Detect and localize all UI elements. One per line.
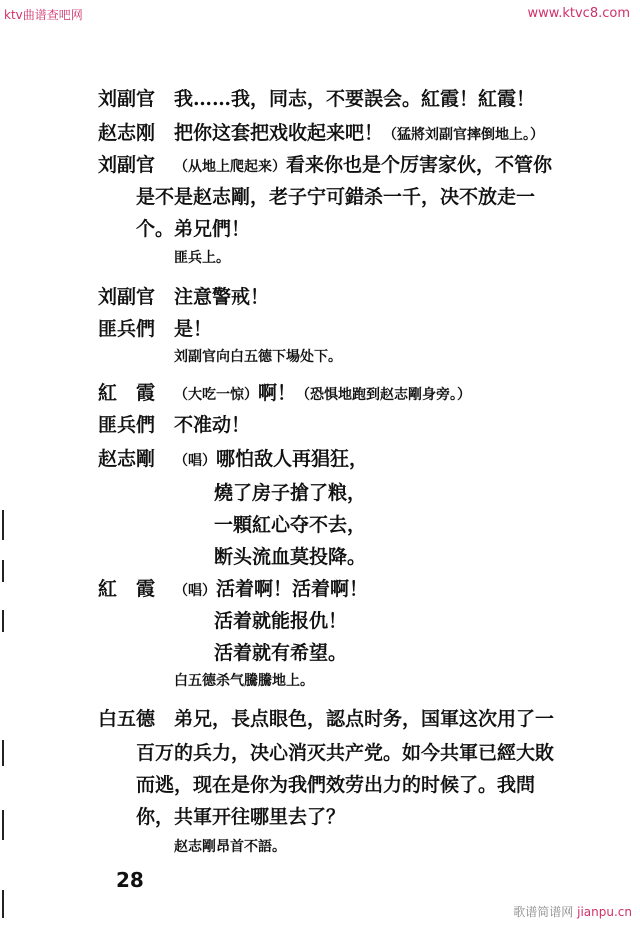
song-text: 活着就有希望。 (214, 642, 348, 664)
dialogue-continuation: 是不是赵志剛，老子宁可錯杀一千，决不放走一 (136, 186, 536, 208)
dialogue-line (98, 410, 250, 437)
dialogue-text: 把你这套把戏收起来吧！ (174, 122, 384, 144)
sing-marker: （唱） (174, 453, 216, 469)
dialogue-continuation: 百万的兵力，决心消灭共产党。如今共軍已經大敗 (136, 742, 555, 764)
speaker-name: 赵志刚 (98, 122, 156, 144)
speaker-name: 刘副官 (98, 88, 156, 110)
watermark-bottom-right-a: 歌谱简谱网 (513, 905, 574, 919)
song-line (98, 444, 368, 471)
scan-edge-mark (2, 810, 4, 840)
speaker-name: 紅 霞 (98, 382, 156, 404)
stage-note: （猛將刘副官摔倒地上。） (383, 127, 545, 143)
song-text: 燒了房子搶了粮， (214, 482, 367, 504)
song-text: 活着啊！活着啊！ (216, 578, 369, 600)
dialogue-text: 注意警戒！ (174, 286, 270, 308)
stage-direction: 白五德杀气騰騰地上。 (174, 673, 314, 689)
dialogue-text: 啊！ (258, 382, 297, 404)
song-text: 一顆紅心夺不去， (214, 514, 367, 536)
song-text: 断头流血莫投降。 (214, 546, 367, 568)
dialogue-text: 我……我，同志，不要誤会。紅霞！紅霞！ (174, 88, 536, 110)
dialogue-continuation: 而逃，现在是你为我們效劳出力的时候了。我問 (136, 774, 536, 796)
dialogue-line (98, 118, 544, 145)
page-number: 28 (116, 868, 144, 892)
watermark-top-right: www.ktvc8.com (527, 6, 630, 21)
dialogue-text: 看来你也是个厉害家伙，不管你 (286, 154, 553, 176)
speaker-name: 刘副官 (98, 286, 156, 308)
stage-note: （恐惧地跑到赵志剛身旁。） (296, 387, 472, 403)
dialogue-continuation: 个。弟兄們！ (136, 218, 251, 240)
watermark-top-left: ktv曲谱查吧网 (4, 8, 83, 22)
speaker-name: 赵志剛 (98, 448, 156, 470)
dialogue-line (98, 704, 554, 731)
dialogue-line (98, 84, 535, 111)
stage-note: （从地上爬起来） (174, 159, 286, 175)
dialogue-line (98, 150, 552, 177)
speaker-name: 匪兵們 (98, 318, 156, 340)
dialogue-text: 弟兄，長点眼色，認点时务，国軍这次用了一 (174, 708, 555, 730)
watermark-bottom-right-b: jianpu.cn (577, 905, 632, 919)
dialogue-text: 是！ (174, 318, 213, 340)
watermark-bottom-right (513, 903, 632, 920)
song-line (98, 574, 368, 601)
speaker-name: 紅 霞 (98, 578, 156, 600)
scan-edge-mark (2, 610, 4, 632)
speaker-name: 刘副官 (98, 154, 156, 176)
stage-direction: 匪兵上。 (174, 250, 230, 266)
scan-edge-mark (2, 510, 4, 540)
song-text: 哪怕敌人再猖狂， (216, 448, 369, 470)
dialogue-continuation: 你，共軍开往哪里去了？ (136, 806, 346, 828)
speaker-name: 白五德 (98, 708, 156, 730)
speaker-name: 匪兵們 (98, 414, 156, 436)
dialogue-text: 不准动！ (174, 414, 251, 436)
dialogue-line (98, 378, 471, 405)
stage-direction: 刘副官向白五德下場处下。 (174, 349, 342, 365)
stage-note: （大吃一惊） (174, 387, 258, 403)
dialogue-line (98, 314, 212, 341)
stage-direction: 赵志剛昂首不語。 (174, 839, 286, 855)
sing-marker: （唱） (174, 583, 216, 599)
scan-edge-mark (2, 890, 4, 918)
scan-edge-mark (2, 560, 4, 582)
song-text: 活着就能报仇！ (214, 610, 348, 632)
scan-edge-mark (2, 740, 4, 766)
dialogue-line (98, 282, 269, 309)
